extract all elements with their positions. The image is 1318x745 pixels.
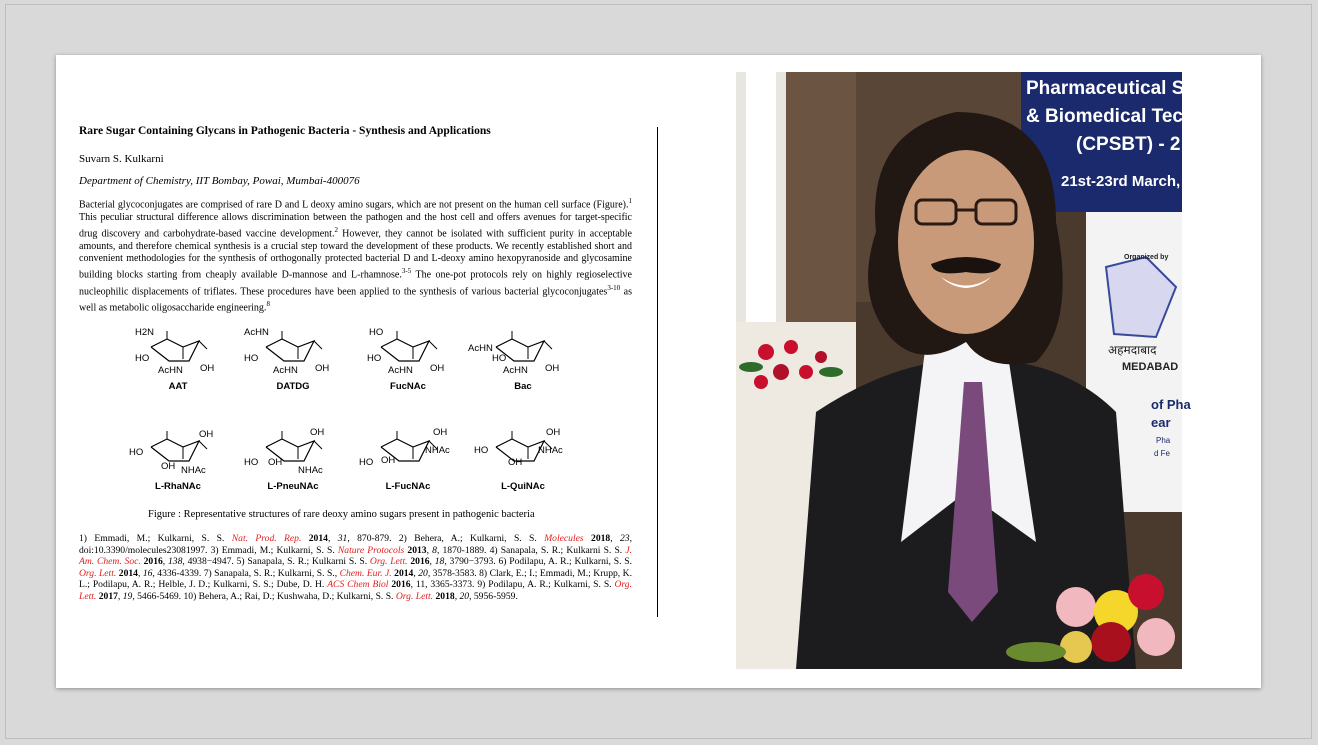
abstract-text: Bacterial glycoconjugates are comprised of rare D and L deoxy amino sugars, which are not present on the human cell surface (Figure). [79,199,629,211]
abstract-body [79,195,632,315]
journal-name: Org. Lett. [395,590,434,602]
structure-substituent-label: OH [315,363,330,374]
banner-line-1: Pharmaceutical S [1026,78,1185,99]
reference-text: , [413,567,419,579]
reference-text: , [162,556,168,568]
structure-name: DATDG [276,381,310,392]
side-text-2: ear [1151,415,1171,430]
journal-name: Nature Protocols [337,544,405,556]
reference-text: 138 [168,556,183,568]
column-divider [657,127,658,617]
citation-superscript: 3-10 [607,283,621,292]
sugar-structure [238,325,348,395]
structure-substituent-label: HO [244,457,259,468]
structure-substituent-label: OH [199,429,214,440]
sugar-structure [123,425,233,495]
reference-text: 16 [142,567,153,579]
structure-substituent-label: HO [369,327,384,338]
citation-superscript: 1 [628,197,632,205]
journal-name: ACS Chem Biol [327,579,389,591]
banner-line-4: 21st-23rd March, [1061,173,1181,190]
structure-name: L-QuiNAc [501,481,545,492]
side-text-1: of Pha [1151,397,1191,412]
structure-substituent-label: HO [367,353,382,364]
banner-line-2: & Biomedical Tec [1026,106,1183,127]
reference-text: , 5956-5959. [469,590,518,602]
structure-substituent-label: HO [474,445,489,456]
structure-name: L-FucNAc [385,481,431,492]
journal-name: Molecules [544,533,584,544]
structure-substituent-label: NHAc [425,445,450,456]
reference-text: , doi:10.3390/molecules23081997. 3) Emmadi, M.; Kulkarni, S. S. [79,533,632,556]
reference-text: 23 [620,533,630,544]
reference-text: , 4336-4339. 7) Sanapala, S. R.; Kulkarni, S. S., [152,567,340,579]
reference-text: 2014 [118,567,138,579]
structure-substituent-label: HO [135,353,150,364]
structure-substituent-label: OH [268,457,283,468]
structure-substituent-label: AcHN [273,365,298,376]
journal-name: Org. Lett. [369,556,408,568]
reference-text: , [137,567,143,579]
reference-text: , 3578-3583. 8) Clark, E.; I.; Emmadi, M.; Krupp, K. L.; Podilapu, A. R.; Helble, J. D.; Kulkarni, S. S.; Dube, D. H. [79,567,633,591]
speaker-photo [736,72,1191,669]
structure-substituent-label: AcHN [503,365,528,376]
journal-name: Org. Lett. [79,567,117,579]
structure-substituent-label: HO [359,457,374,468]
structure-substituent-label: OH [545,363,560,374]
structure-substituent-label: OH [161,461,176,472]
reference-text [584,533,591,544]
reference-text: , 4938−4947. 5) Sanapala, S. R.; Kulkarni S. S. [182,556,370,568]
citation-superscript: 8 [266,300,270,309]
reference-text: , 3790−3793. 6) Podilapu, A. R.; Kulkarni, S. S. [444,556,632,568]
reference-text: 18 [434,556,445,568]
reference-text [301,533,308,544]
reference-text: 20 [418,567,428,579]
journal-name: J. Am. Chem. Soc. [79,544,633,568]
reference-text: , [426,544,433,556]
structure-substituent-label: OH [200,363,215,374]
reference-text: , 870-879. 2) Behera, A.; Kulkarni, S. S. [347,533,545,544]
structure-substituent-label: AcHN [244,327,269,338]
city-text: MEDABAD [1122,361,1179,373]
reference-text: , [610,533,620,544]
slide[interactable] [56,55,1261,688]
structure-substituent-label: OH [430,363,445,374]
reference-text: 2018 [591,533,611,544]
reference-text: , [327,533,338,544]
document-title: Rare Sugar Containing Glycans in Pathogenic Bacteria - Synthesis and Applications [79,125,491,137]
sugar-structure [468,325,578,395]
structure-substituent-label: NHAc [538,445,563,456]
abstract-text: However, they cannot be isolated with sufficient purity in acceptable amounts, and therefore chemical synthesis is a crucial step toward the development of these products. We recently established short and convenient methodologies for the synthesis of orthogonally protected bacterial D and L-deoxy amino hexopyranoside and glycosamine building blocks starting from cheaply available D-mannose and L-rhamnose. [79,228,632,281]
reference-text: 2018 [435,590,455,602]
structure-substituent-label: H2N [135,327,155,338]
reference-text: , [429,556,435,568]
references [79,533,632,603]
structure-substituent-label: AcHN [158,365,183,376]
reference-text: 8 [432,544,437,556]
journal-name: Org. Lett. [79,579,632,602]
reference-text: 31 [337,533,348,544]
reference-text: , 11, 3365-3373. 9) Podilapu, A. R.; Kulkarni, S. S. [410,579,615,591]
structure-substituent-label: OH [433,427,448,438]
structure-name: Bac [514,381,532,392]
figure-caption: Figure : Representative structures of rare deoxy amino sugars present in pathogenic bacteria [148,509,535,520]
structure-substituent-label: OH [508,457,523,468]
structure-substituent-label: NHAc [181,465,206,476]
reference-text: , [454,590,460,602]
structure-name: L-RhaNAc [155,481,201,492]
banner-line-3: (CPSBT) - 2 [1076,134,1181,155]
structure-substituent-label: OH [381,455,396,466]
sugar-structure [353,425,463,495]
reference-text: , 5466-5469. 10) Behera, A.; Rai, D.; Kushwaha, D.; Kulkarni, S. S. [132,590,396,602]
structure-substituent-label: OH [310,427,325,438]
structure-substituent-label: AcHN [388,365,413,376]
structure-substituent-label: OH [546,427,561,438]
sugar-structure [353,325,463,395]
structure-name: FucNAc [390,381,426,392]
structure-substituent-label: HO [244,353,259,364]
reference-text: 2016 [410,556,430,568]
reference-text: 19 [122,590,133,602]
sugar-structures-figure [123,325,583,505]
structure-substituent-label: AcHN [468,343,493,354]
reference-text: 2016 [391,579,411,591]
reference-text: 2014 [308,533,328,544]
abstract-text: The one-pot protocols rely on highly regioselective nucleophilic displacements of triflates. These procedures have been applied to the synthesis of various bacterial glycoconjugates [79,269,632,298]
abstract-text: as well as metabolic oligosaccharide engineering. [79,286,632,314]
reference-text: 1) Emmadi, M.; Kulkarni, S. S. [79,533,232,544]
city-hindi-text: अहमदाबाद [1108,343,1157,357]
photo-illustration [736,72,1191,669]
side-text-4: d Fe [1154,449,1171,458]
side-text-3: Pha [1156,436,1171,445]
journal-name: Nat. Prod. Rep. [231,533,302,544]
structure-name: AAT [168,381,188,392]
structure-substituent-label: HO [492,353,507,364]
reference-text: 20 [459,590,470,602]
abstract-document [79,125,632,315]
organized-by-text: Organized by [1124,254,1169,261]
reference-text: 2017 [98,590,118,602]
reference-text: 2014 [394,567,414,579]
document-affiliation: Department of Chemistry, IIT Bombay, Powai, Mumbai-400076 [79,175,360,187]
abstract-text: This peculiar structural difference allows discrimination between the pathogen and the host cell and offers avenues for target-specific drug discovery and carbohydrate-based vaccine development. [79,211,632,240]
citation-superscript: 2 [334,225,338,234]
reference-text: , 1870-1889. 4) Sanapala, S. R.; Kulkarni S. S. [436,544,626,556]
sugar-structure [238,425,348,495]
reference-text: , [117,590,123,602]
sugar-structure [468,425,578,495]
structure-substituent-label: NHAc [298,465,323,476]
sugar-structure [123,325,233,395]
citation-superscript: 3-5 [401,267,412,276]
reference-text: 2016 [143,556,163,568]
structure-substituent-label: HO [129,447,144,458]
structure-name: L-PneuNAc [267,481,319,492]
reference-text: 2013 [407,544,427,556]
journal-name: Chem. Eur. J. [339,567,392,579]
document-author: Suvarn S. Kulkarni [79,153,164,165]
